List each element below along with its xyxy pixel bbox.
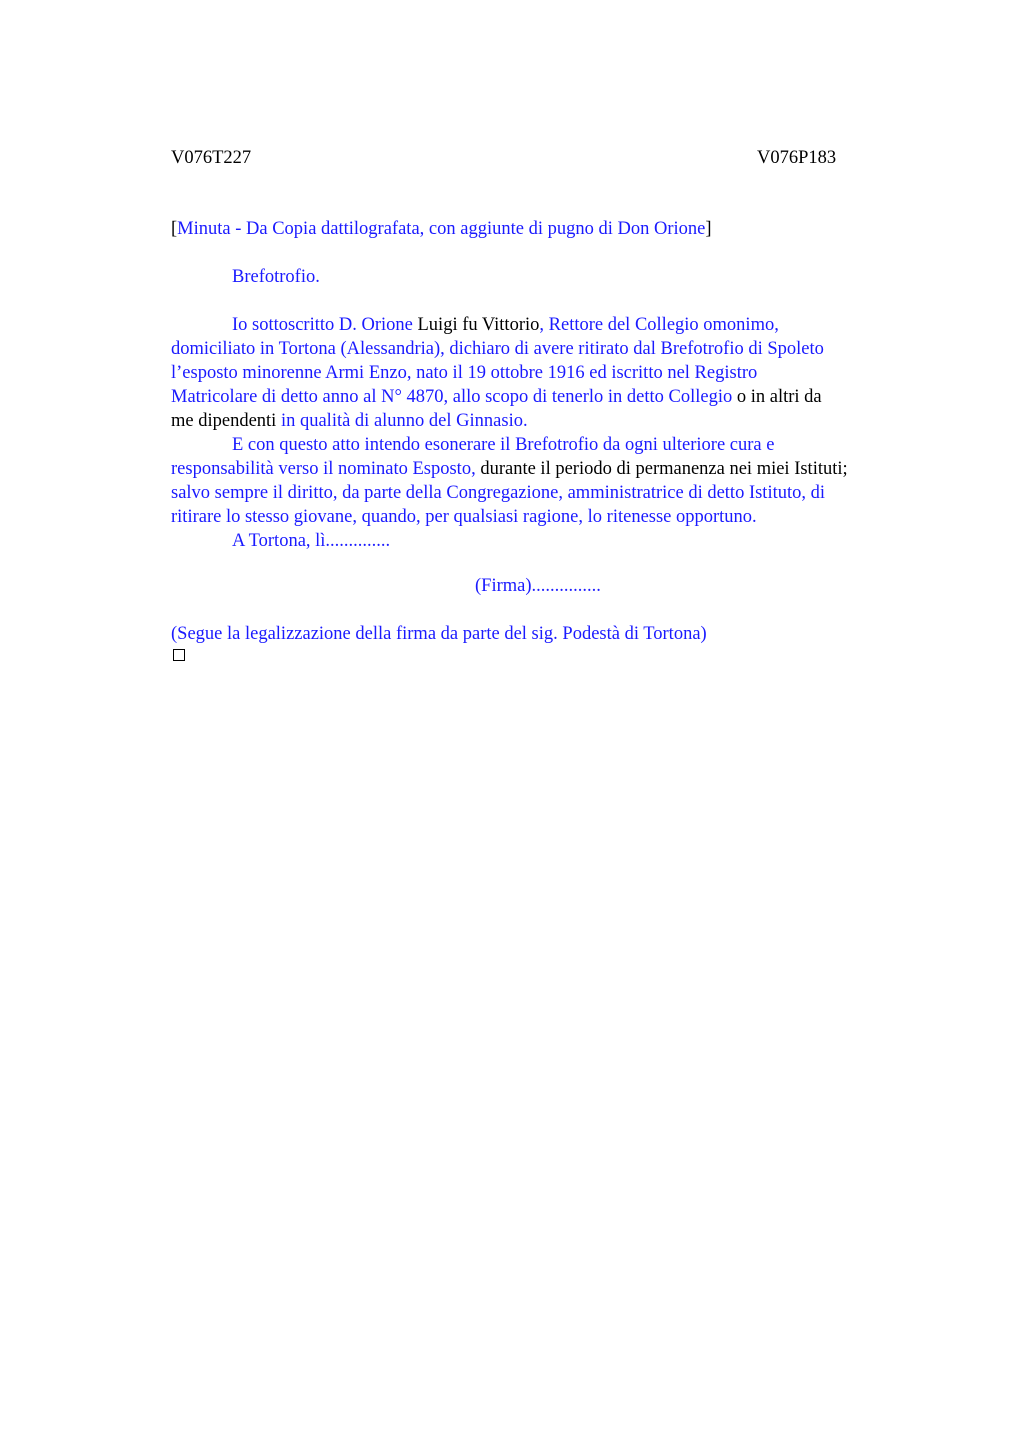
p2-line-2 [171, 457, 941, 481]
editorial-note [171, 217, 941, 241]
document-code-right: V076P183 [757, 148, 837, 168]
signature-line: (Firma)............... [475, 576, 601, 596]
p1-line-4-part-a: Matricolare di detto anno al N° 4870, allo scopo di tenerlo in detto Collegio [171, 387, 733, 407]
p2-line-2-part-a: responsabilità verso il nominato Esposto, [171, 459, 476, 479]
p1-line-1 [171, 313, 941, 337]
p1-line-1-part-b: Luigi fu Vittorio [412, 315, 540, 335]
document-title: Brefotrofio. [232, 267, 320, 287]
p1-line-3: l’esposto minorenne Armi Enzo, nato il 19 ottobre 1916 ed iscritto nel Registro [171, 363, 758, 383]
p2-line-1: E con questo atto intendo esonerare il Brefotrofio da ogni ulteriore cura e [232, 435, 775, 455]
footer-note: (Segue la legalizzazione della firma da parte del sig. Podestà di Tortona) [171, 624, 707, 644]
p1-line-1-part-a: Io sottoscritto D. Orione [232, 315, 413, 335]
note-open-bracket: [ [171, 219, 178, 239]
p1-line-2: domiciliato in Tortona (Alessandria), dichiaro di avere ritirato dal Brefotrofio di Spoleto [171, 339, 824, 359]
body-paragraph-1 [171, 313, 941, 433]
body-paragraph-2 [171, 433, 941, 553]
p1-line-5 [171, 409, 941, 433]
p1-line-5-part-b: in qualità di alunno del Ginnasio. [276, 411, 528, 431]
p1-line-1-part-c: , Rettore del Collegio omonimo, [539, 315, 779, 335]
p1-line-5-part-a: me dipendenti [171, 411, 277, 431]
p1-line-4-part-b: o in altri da [732, 387, 822, 407]
checkbox-square-icon [173, 649, 185, 661]
place-date-line: A Tortona, lì.............. [232, 531, 391, 551]
p2-line-3: salvo sempre il diritto, da parte della Congregazione, amministratrice di detto Istituto, di [171, 483, 826, 503]
note-close-bracket: ] [705, 219, 712, 239]
p2-line-4: ritirare lo stesso giovane, quando, per qualsiasi ragione, lo ritenesse opportuno. [171, 507, 757, 527]
p1-line-4 [171, 385, 941, 409]
document-code-left: V076T227 [171, 148, 252, 168]
note-text: Minuta - Da Copia dattilografata, con aggiunte di pugno di Don Orione [177, 219, 706, 239]
p2-line-2-part-b: durante il periodo di permanenza nei miei Istituti; [475, 459, 848, 479]
